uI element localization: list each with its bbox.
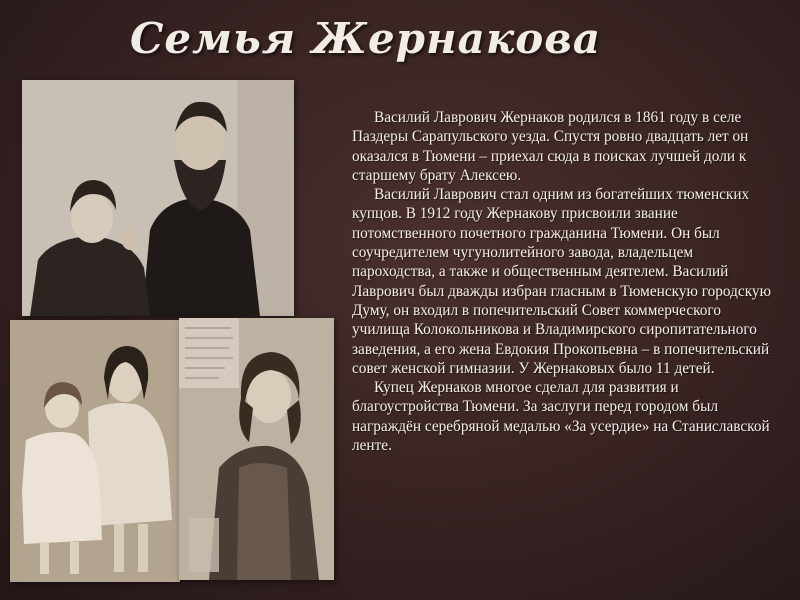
photo-couple-portrait — [22, 80, 294, 316]
photo-woman-drawing — [179, 318, 334, 580]
slide-title: Семья Жернакова — [130, 14, 602, 63]
photo-two-girls — [10, 320, 180, 582]
photo-couple-drawing — [22, 80, 294, 316]
paragraph-contributions: Купец Жернаков многое сделал для развития и благоустройства Тюмени. За заслуги перед городом был награждён серебряной медалью «За усердие» на Станиславской ленте. — [352, 379, 770, 455]
photo-girls-drawing — [10, 320, 180, 582]
photo-woman-portrait — [179, 318, 334, 580]
paragraph-merchant-career: Василий Лаврович стал одним из богатейших тюменских купцов. В 1912 году Жернакову присвоили звание потомственного почетного гражданина Тюмени. Он был соучредителем чугунолитейного завода, владельцем пароходства, а также и общественным деятелем. Василий Лаврович был дважды избран гласным в Тюменскую городскую Думу, он входил в попечительский Совет коммерческого училища Колокольникова и Владимирского сиропитательного заведения, а его жена Евдокия Прокопьевна – в попечительский совет женской гимназии. У Жернаковых было 11 детей. — [352, 186, 771, 377]
slide-body-text — [352, 108, 776, 455]
paragraph-biography: Василий Лаврович Жернаков родился в 1861 году в селе Паздеры Сарапульского уезда. Спустя ровно двадцать лет он оказался в Тюмени – приехал сюда в поисках лучшей доли к старшему брату Алексею. — [352, 109, 749, 184]
